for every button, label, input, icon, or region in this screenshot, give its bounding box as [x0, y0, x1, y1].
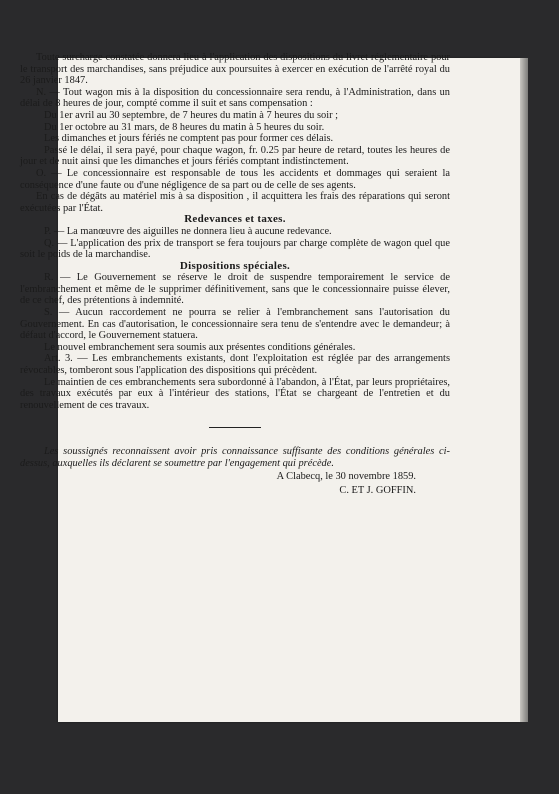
document-body [20, 52, 450, 498]
paragraph-s-raccordement: S. — Aucun raccordement ne pourra se relier à l'embranchement sans l'autorisation du Gouvernement. En cas d'autorisation, le concessionnaire sera tenu de s'entendre avec le demandeur; à défaut d'accord, le Gouvernement statuera. [20, 307, 450, 342]
paragraph-r-gouvernement: R. — Le Gouvernement se réserve le droit de suspendre temporairement le service de l'embranchement et même de le supprimer définitivement, sans que le concessionnaire puisse élever, de ce chef, des prétentions à indemnité. [20, 272, 450, 307]
paragraph-holidays: Les dimanches et jours fériés ne comptent pas pour former ces délais. [44, 133, 334, 145]
paragraph-art-3: Art. 3. — Les embranchements existants, dont l'exploitation est réglée par des arrangements révocables, tomberont sous l'application des dispositions qui précèdent. [20, 353, 450, 377]
paragraph-maintien: Le maintien de ces embranchements sera subordonné à l'abandon, à l'État, par leurs propriétaires, des travaux exécutés par eux à l'intérieur des stations, l'État se chargeant de l'entretien et du renouvellement de ces travaux. [20, 376, 450, 411]
paragraph-schedule-summer: Du 1er avril au 30 septembre, de 7 heures du matin à 7 heures du soir ; [44, 109, 339, 121]
paragraph-surcharge: Toute surcharge constatée donnera lieu à l'application des dispositions du livret réglementaire pour le transport des marchandises, sans préjudice aux poursuites à exercer en exécution de l'arrêté royal du 26 janvier 1847. [20, 52, 450, 87]
paragraph-n-wagon: N. — Tout wagon mis à la disposition du concessionnaire sera rendu, à l'Administration, dans un délai de 8 heures de jour, compté comme il suit et sans compensation : [20, 86, 450, 110]
closing-statement: Les soussignés reconnaissent avoir pris connaissance suffisante des conditions générales ci-dessus, auxquelles ils déclarent se soumettre par l'engagement qui précède. [20, 446, 450, 469]
signature: C. ET J. GOFFIN. [339, 484, 416, 496]
paragraph-delay-fee: Passé le délai, il sera payé, pour chaque wagon, fr. 0.25 par heure de retard, toutes les heures de jour et de nuit ainsi que les dimanches et jours fériés comptant indistinctement. [20, 144, 450, 168]
paragraph-q-prix: Q. — L'application des prix de transport se fera toujours par charge complète de wagon quel que soit le poids de la marchandise. [20, 237, 450, 261]
paragraph-schedule-winter: Du 1er octobre au 31 mars, de 8 heures du matin à 5 heures du soir. [44, 121, 325, 133]
heading-redevances: Redevances et taxes. [184, 213, 286, 226]
separator-rule [209, 427, 261, 428]
paragraph-nouvel-embranchement: Le nouvel embranchement sera soumis aux présentes conditions générales. [44, 341, 356, 353]
page-edge-shadow [520, 58, 528, 722]
place-date: A Clabecq, le 30 novembre 1859. [276, 470, 416, 482]
paragraph-p-aiguilles: P. — La manœuvre des aiguilles ne donnera lieu à aucune redevance. [44, 225, 332, 237]
heading-dispositions: Dispositions spéciales. [179, 259, 291, 272]
paragraph-repairs: En cas de dégâts au matériel mis à sa disposition , il acquittera les frais des réparations qui seront exécutées par l'État. [20, 191, 450, 214]
paragraph-o-responsibility: O. — Le concessionnaire est responsable de tous les accidents et dommages qui seraient la conséquence d'une faute ou d'une négligence de sa part ou de celle de ses agents. [20, 167, 450, 191]
